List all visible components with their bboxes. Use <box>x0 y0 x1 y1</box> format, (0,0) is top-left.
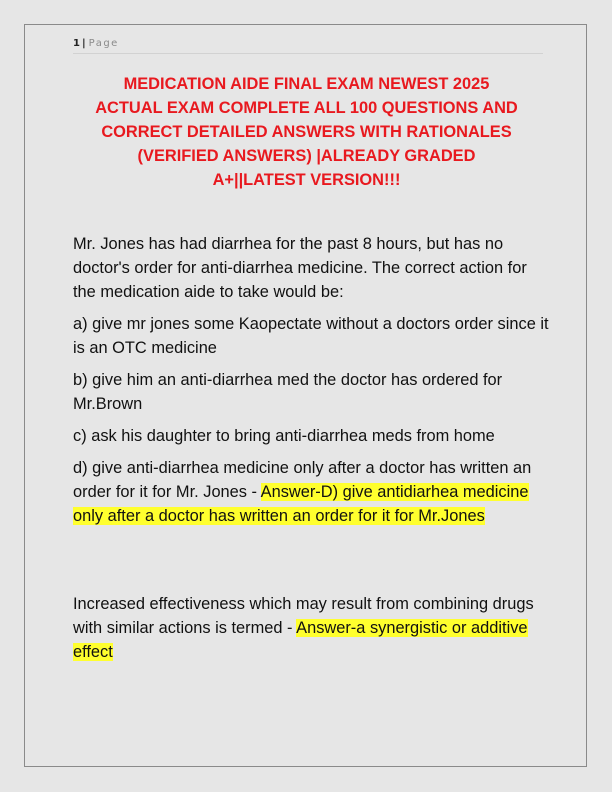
option-c: c) ask his daughter to bring anti-diarrhea meds from home <box>73 427 495 445</box>
question-text: Mr. Jones has had diarrhea for the past 8 hours, but has no doctor's order for anti-diarrhea medicine. The correct action for the medication aide to take would be: <box>73 235 527 301</box>
question-block-1 <box>73 232 553 536</box>
title-line: CORRECT DETAILED ANSWERS WITH RATIONALES <box>101 123 512 141</box>
option-b: b) give him an anti-diarrhea med the doctor has ordered for Mr.Brown <box>73 371 503 413</box>
title-line: A+||LATEST VERSION!!! <box>212 171 401 189</box>
question-text <box>73 592 553 664</box>
answer-highlight: Answer-D) give antidiarhea medicine only after a doctor has written an order for it for Mr.Jones <box>73 483 529 525</box>
title-line: (VERIFIED ANSWERS) |ALREADY GRADED <box>137 147 476 165</box>
option-a: a) give mr jones some Kaopectate without a doctors order since it is an OTC medicine <box>73 315 549 357</box>
title-line: ACTUAL EXAM COMPLETE ALL 100 QUESTIONS AND <box>95 99 518 117</box>
document-title <box>65 72 548 192</box>
page-header <box>73 37 543 54</box>
document-page <box>24 24 587 767</box>
option-d <box>73 456 553 528</box>
title-line: MEDICATION AIDE FINAL EXAM NEWEST 2025 <box>123 75 490 93</box>
answer-highlight: Answer-a synergistic or additive effect <box>73 619 528 661</box>
page-label: Page <box>88 38 119 49</box>
question-block-2 <box>73 592 553 672</box>
page-number-separator: | <box>81 38 86 49</box>
page-number: 1 <box>73 38 80 49</box>
question-stem: Increased effectiveness which may result from combining drugs with similar actions is termed - <box>73 595 534 637</box>
option-d-text: d) give anti-diarrhea medicine only after a doctor has written an order for it for Mr. Jones - <box>73 459 532 501</box>
